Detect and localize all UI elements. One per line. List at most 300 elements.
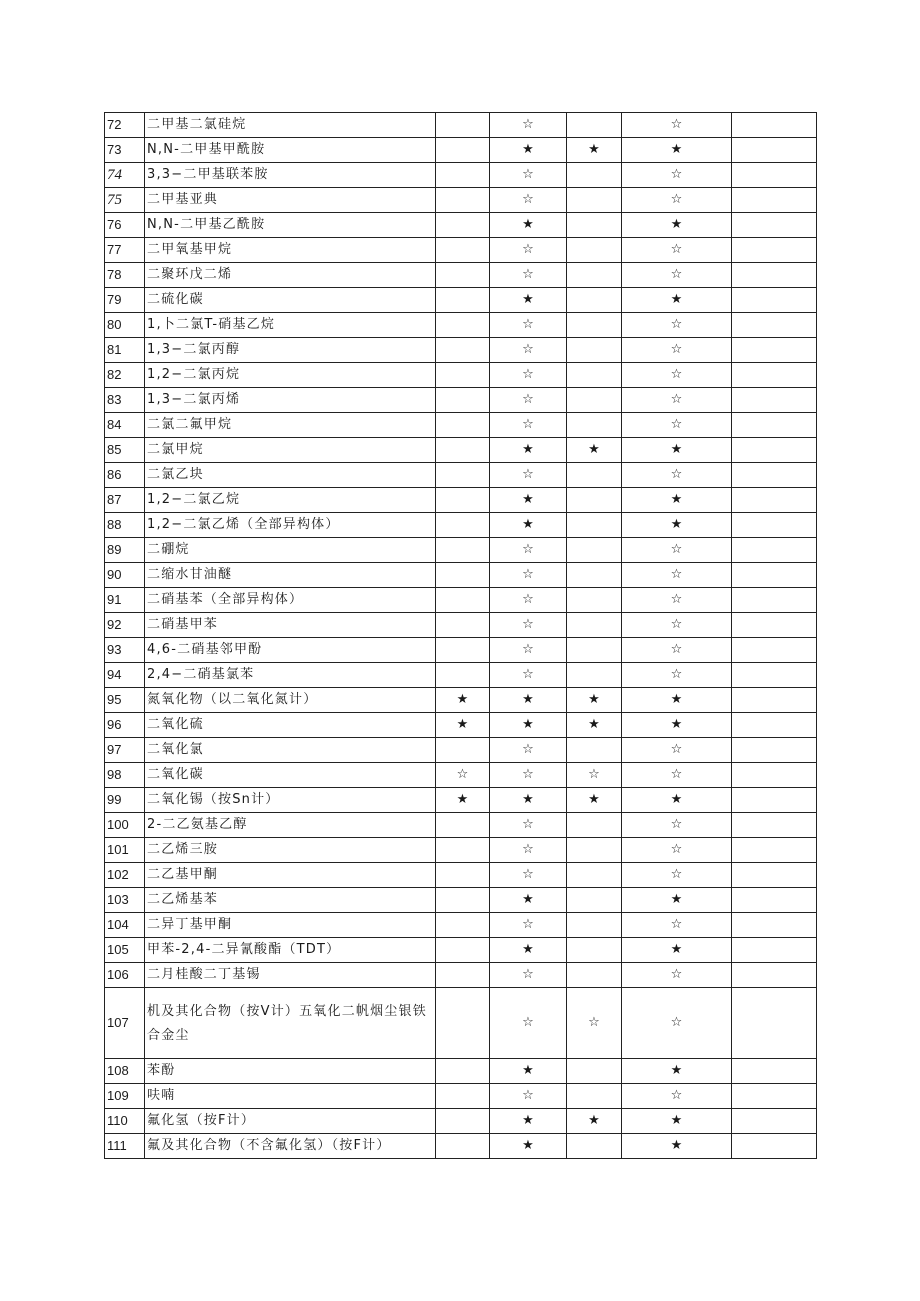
mark-cell-3 xyxy=(567,638,622,663)
mark-cell-4: ☆ xyxy=(622,763,732,788)
mark-cell-1: ★ xyxy=(436,688,490,713)
mark-cell-2: ☆ xyxy=(490,188,567,213)
row-number: 93 xyxy=(105,638,145,663)
substance-name: 二氧化锡（按Sn计） xyxy=(145,788,436,813)
mark-cell-2: ★ xyxy=(490,138,567,163)
row-number: 108 xyxy=(105,1059,145,1084)
mark-cell-2: ☆ xyxy=(490,913,567,938)
mark-cell-4: ☆ xyxy=(622,363,732,388)
mark-cell-4: ★ xyxy=(622,1059,732,1084)
mark-cell-4: ★ xyxy=(622,1134,732,1159)
mark-cell-5 xyxy=(732,438,817,463)
mark-cell-5 xyxy=(732,1059,817,1084)
mark-cell-1 xyxy=(436,738,490,763)
substance-name: 二甲基二氯硅烷 xyxy=(145,113,436,138)
mark-cell-4: ☆ xyxy=(622,313,732,338)
mark-cell-5 xyxy=(732,263,817,288)
table-row xyxy=(105,363,817,388)
substance-name: 二缩水甘油醚 xyxy=(145,563,436,588)
row-number: 100 xyxy=(105,813,145,838)
mark-cell-1: ★ xyxy=(436,713,490,738)
table-row xyxy=(105,638,817,663)
mark-cell-4: ★ xyxy=(622,488,732,513)
mark-cell-1 xyxy=(436,588,490,613)
mark-cell-1 xyxy=(436,263,490,288)
table-row xyxy=(105,1059,817,1084)
mark-cell-1 xyxy=(436,813,490,838)
table-row xyxy=(105,288,817,313)
row-number: 104 xyxy=(105,913,145,938)
mark-cell-3: ☆ xyxy=(567,988,622,1059)
table-row xyxy=(105,913,817,938)
mark-cell-2: ☆ xyxy=(490,813,567,838)
mark-cell-4: ★ xyxy=(622,788,732,813)
mark-cell-2: ★ xyxy=(490,1059,567,1084)
mark-cell-5 xyxy=(732,338,817,363)
row-number: 76 xyxy=(105,213,145,238)
mark-cell-1 xyxy=(436,163,490,188)
row-number: 97 xyxy=(105,738,145,763)
row-number: 84 xyxy=(105,413,145,438)
mark-cell-3: ☆ xyxy=(567,763,622,788)
mark-cell-1 xyxy=(436,413,490,438)
mark-cell-5 xyxy=(732,388,817,413)
row-number: 110 xyxy=(105,1109,145,1134)
mark-cell-2: ☆ xyxy=(490,838,567,863)
table-row xyxy=(105,563,817,588)
mark-cell-4: ★ xyxy=(622,138,732,163)
mark-cell-2: ★ xyxy=(490,488,567,513)
table-row xyxy=(105,788,817,813)
mark-cell-4: ☆ xyxy=(622,838,732,863)
row-number: 101 xyxy=(105,838,145,863)
mark-cell-1 xyxy=(436,213,490,238)
mark-cell-3: ★ xyxy=(567,1109,622,1134)
table-row xyxy=(105,963,817,988)
mark-cell-5 xyxy=(732,838,817,863)
mark-cell-5 xyxy=(732,488,817,513)
mark-cell-1 xyxy=(436,188,490,213)
substance-name: 二硼烷 xyxy=(145,538,436,563)
substance-name: 二硫化碳 xyxy=(145,288,436,313)
mark-cell-1 xyxy=(436,513,490,538)
substance-name: 甲苯-2,4-二异氰酸酯（TDT） xyxy=(145,938,436,963)
row-number: 103 xyxy=(105,888,145,913)
mark-cell-3 xyxy=(567,863,622,888)
table-row xyxy=(105,1109,817,1134)
mark-cell-4: ☆ xyxy=(622,413,732,438)
table-row xyxy=(105,938,817,963)
substance-name: 氟及其化合物（不含氟化氢）（按F计） xyxy=(145,1134,436,1159)
table-row xyxy=(105,1134,817,1159)
row-number: 83 xyxy=(105,388,145,413)
mark-cell-5 xyxy=(732,763,817,788)
row-number: 79 xyxy=(105,288,145,313)
substance-name: 二硝基苯（全部异构体） xyxy=(145,588,436,613)
row-number: 99 xyxy=(105,788,145,813)
substance-name: 1,3−二氯丙烯 xyxy=(145,388,436,413)
mark-cell-2: ☆ xyxy=(490,113,567,138)
mark-cell-4: ☆ xyxy=(622,963,732,988)
substance-name: 二氯乙块 xyxy=(145,463,436,488)
mark-cell-1 xyxy=(436,863,490,888)
mark-cell-4: ☆ xyxy=(622,863,732,888)
mark-cell-4: ☆ xyxy=(622,988,732,1059)
mark-cell-2: ☆ xyxy=(490,313,567,338)
table-row xyxy=(105,1084,817,1109)
substance-name: 氮氧化物（以二氧化氮计） xyxy=(145,688,436,713)
substance-name: 二甲氧基甲烷 xyxy=(145,238,436,263)
mark-cell-2: ☆ xyxy=(490,563,567,588)
row-number: 96 xyxy=(105,713,145,738)
mark-cell-3 xyxy=(567,463,622,488)
substance-name: 二氧化氯 xyxy=(145,738,436,763)
mark-cell-5 xyxy=(732,988,817,1059)
table-row xyxy=(105,688,817,713)
mark-cell-5 xyxy=(732,188,817,213)
mark-cell-1 xyxy=(436,538,490,563)
mark-cell-3 xyxy=(567,913,622,938)
mark-cell-2: ☆ xyxy=(490,238,567,263)
table-row xyxy=(105,838,817,863)
row-number: 92 xyxy=(105,613,145,638)
mark-cell-2: ★ xyxy=(490,213,567,238)
substance-name: 3,3−二甲基联苯胺 xyxy=(145,163,436,188)
table-row xyxy=(105,213,817,238)
mark-cell-3 xyxy=(567,388,622,413)
mark-cell-1 xyxy=(436,238,490,263)
table-row xyxy=(105,488,817,513)
mark-cell-5 xyxy=(732,688,817,713)
table-row xyxy=(105,263,817,288)
mark-cell-3: ★ xyxy=(567,138,622,163)
mark-cell-5 xyxy=(732,588,817,613)
mark-cell-1 xyxy=(436,138,490,163)
substance-name: 二硝基甲苯 xyxy=(145,613,436,638)
table-row xyxy=(105,338,817,363)
mark-cell-1 xyxy=(436,963,490,988)
mark-cell-1 xyxy=(436,888,490,913)
table-row xyxy=(105,313,817,338)
mark-cell-3 xyxy=(567,513,622,538)
row-number: 85 xyxy=(105,438,145,463)
mark-cell-2: ★ xyxy=(490,938,567,963)
chemical-table xyxy=(104,112,817,1159)
table-body xyxy=(105,113,817,1159)
mark-cell-3 xyxy=(567,213,622,238)
substance-name: 二乙烯三胺 xyxy=(145,838,436,863)
mark-cell-3 xyxy=(567,338,622,363)
mark-cell-3 xyxy=(567,363,622,388)
mark-cell-2: ☆ xyxy=(490,988,567,1059)
substance-name: 4,6-二硝基邻甲酚 xyxy=(145,638,436,663)
table-row xyxy=(105,188,817,213)
mark-cell-4: ★ xyxy=(622,288,732,313)
mark-cell-5 xyxy=(732,963,817,988)
mark-cell-3 xyxy=(567,413,622,438)
mark-cell-3 xyxy=(567,288,622,313)
mark-cell-3 xyxy=(567,313,622,338)
mark-cell-5 xyxy=(732,613,817,638)
mark-cell-4: ☆ xyxy=(622,463,732,488)
mark-cell-5 xyxy=(732,813,817,838)
row-number: 111 xyxy=(105,1134,145,1159)
mark-cell-5 xyxy=(732,738,817,763)
mark-cell-1 xyxy=(436,913,490,938)
mark-cell-4: ☆ xyxy=(622,563,732,588)
mark-cell-5 xyxy=(732,288,817,313)
mark-cell-3 xyxy=(567,938,622,963)
row-number: 95 xyxy=(105,688,145,713)
mark-cell-3: ★ xyxy=(567,713,622,738)
mark-cell-2: ☆ xyxy=(490,1084,567,1109)
mark-cell-2: ☆ xyxy=(490,413,567,438)
row-number: 75 xyxy=(105,188,145,213)
mark-cell-4: ☆ xyxy=(622,1084,732,1109)
mark-cell-3 xyxy=(567,488,622,513)
mark-cell-5 xyxy=(732,563,817,588)
table-row xyxy=(105,413,817,438)
row-number: 77 xyxy=(105,238,145,263)
mark-cell-4: ★ xyxy=(622,938,732,963)
mark-cell-2: ★ xyxy=(490,688,567,713)
mark-cell-2: ☆ xyxy=(490,363,567,388)
table-row xyxy=(105,438,817,463)
mark-cell-4: ☆ xyxy=(622,113,732,138)
mark-cell-2: ☆ xyxy=(490,388,567,413)
mark-cell-5 xyxy=(732,1134,817,1159)
table-row xyxy=(105,813,817,838)
row-number: 80 xyxy=(105,313,145,338)
mark-cell-4: ☆ xyxy=(622,588,732,613)
substance-name: N,N-二甲基乙酰胺 xyxy=(145,213,436,238)
substance-name: 二月桂酸二丁基锡 xyxy=(145,963,436,988)
row-number: 106 xyxy=(105,963,145,988)
substance-name: 二氯二氟甲烷 xyxy=(145,413,436,438)
substance-name: 1,2−二氯乙烷 xyxy=(145,488,436,513)
mark-cell-2: ☆ xyxy=(490,613,567,638)
mark-cell-3 xyxy=(567,1084,622,1109)
mark-cell-4: ★ xyxy=(622,438,732,463)
row-number: 72 xyxy=(105,113,145,138)
table-row xyxy=(105,763,817,788)
mark-cell-1 xyxy=(436,988,490,1059)
mark-cell-3: ★ xyxy=(567,438,622,463)
mark-cell-2: ★ xyxy=(490,788,567,813)
mark-cell-5 xyxy=(732,1084,817,1109)
mark-cell-3: ★ xyxy=(567,688,622,713)
mark-cell-2: ★ xyxy=(490,288,567,313)
mark-cell-1 xyxy=(436,488,490,513)
mark-cell-2: ★ xyxy=(490,1134,567,1159)
mark-cell-5 xyxy=(732,463,817,488)
mark-cell-1 xyxy=(436,338,490,363)
mark-cell-5 xyxy=(732,638,817,663)
table-row xyxy=(105,138,817,163)
row-number: 73 xyxy=(105,138,145,163)
row-number: 90 xyxy=(105,563,145,588)
table-row xyxy=(105,238,817,263)
mark-cell-2: ☆ xyxy=(490,538,567,563)
table-row xyxy=(105,863,817,888)
mark-cell-3 xyxy=(567,163,622,188)
substance-name: 1,卜二氯T-硝基乙烷 xyxy=(145,313,436,338)
mark-cell-3 xyxy=(567,1059,622,1084)
substance-name: 二甲基亚典 xyxy=(145,188,436,213)
table-row xyxy=(105,588,817,613)
table-row xyxy=(105,988,817,1059)
mark-cell-1 xyxy=(436,438,490,463)
mark-cell-5 xyxy=(732,888,817,913)
mark-cell-4: ☆ xyxy=(622,238,732,263)
substance-name: 1,2−二氯乙烯（全部异构体） xyxy=(145,513,436,538)
mark-cell-4: ★ xyxy=(622,713,732,738)
mark-cell-4: ★ xyxy=(622,688,732,713)
mark-cell-1 xyxy=(436,1134,490,1159)
row-number: 74 xyxy=(105,163,145,188)
mark-cell-1 xyxy=(436,388,490,413)
row-number: 89 xyxy=(105,538,145,563)
mark-cell-5 xyxy=(732,163,817,188)
table-row xyxy=(105,388,817,413)
mark-cell-5 xyxy=(732,913,817,938)
table-row xyxy=(105,463,817,488)
mark-cell-5 xyxy=(732,363,817,388)
mark-cell-1 xyxy=(436,613,490,638)
substance-name: 氟化氢（按F计） xyxy=(145,1109,436,1134)
mark-cell-2: ☆ xyxy=(490,588,567,613)
mark-cell-5 xyxy=(732,213,817,238)
mark-cell-4: ☆ xyxy=(622,388,732,413)
row-number: 81 xyxy=(105,338,145,363)
mark-cell-4: ★ xyxy=(622,513,732,538)
substance-name: 1,2−二氯丙烷 xyxy=(145,363,436,388)
mark-cell-5 xyxy=(732,788,817,813)
mark-cell-5 xyxy=(732,938,817,963)
mark-cell-4: ☆ xyxy=(622,538,732,563)
mark-cell-2: ☆ xyxy=(490,638,567,663)
mark-cell-4: ☆ xyxy=(622,613,732,638)
mark-cell-3 xyxy=(567,113,622,138)
substance-name: 2-二乙氨基乙醇 xyxy=(145,813,436,838)
substance-name: 机及其化合物（按V计）五氧化二帆烟尘银铁合金尘 xyxy=(145,988,436,1059)
substance-name: N,N-二甲基甲酰胺 xyxy=(145,138,436,163)
table-row xyxy=(105,713,817,738)
mark-cell-2: ☆ xyxy=(490,463,567,488)
mark-cell-2: ★ xyxy=(490,513,567,538)
mark-cell-1 xyxy=(436,838,490,863)
mark-cell-4: ☆ xyxy=(622,338,732,363)
table-row xyxy=(105,538,817,563)
mark-cell-4: ☆ xyxy=(622,188,732,213)
substance-name: 二异丁基甲酮 xyxy=(145,913,436,938)
mark-cell-3 xyxy=(567,888,622,913)
mark-cell-4: ☆ xyxy=(622,638,732,663)
row-number: 98 xyxy=(105,763,145,788)
mark-cell-3 xyxy=(567,238,622,263)
row-number: 94 xyxy=(105,663,145,688)
mark-cell-4: ☆ xyxy=(622,813,732,838)
mark-cell-1 xyxy=(436,313,490,338)
mark-cell-4: ☆ xyxy=(622,738,732,763)
row-number: 86 xyxy=(105,463,145,488)
mark-cell-1 xyxy=(436,363,490,388)
mark-cell-5 xyxy=(732,863,817,888)
mark-cell-1: ☆ xyxy=(436,763,490,788)
mark-cell-5 xyxy=(732,238,817,263)
row-number: 87 xyxy=(105,488,145,513)
mark-cell-3: ★ xyxy=(567,788,622,813)
mark-cell-5 xyxy=(732,313,817,338)
mark-cell-3 xyxy=(567,188,622,213)
mark-cell-4: ☆ xyxy=(622,913,732,938)
mark-cell-1: ★ xyxy=(436,788,490,813)
substance-name: 二乙基甲酮 xyxy=(145,863,436,888)
mark-cell-3 xyxy=(567,838,622,863)
substance-name: 1,3−二氯丙醇 xyxy=(145,338,436,363)
mark-cell-1 xyxy=(436,463,490,488)
mark-cell-5 xyxy=(732,538,817,563)
mark-cell-3 xyxy=(567,738,622,763)
mark-cell-2: ★ xyxy=(490,1109,567,1134)
mark-cell-5 xyxy=(732,138,817,163)
mark-cell-2: ☆ xyxy=(490,763,567,788)
table-row xyxy=(105,888,817,913)
row-number: 102 xyxy=(105,863,145,888)
substance-name: 二氧化碳 xyxy=(145,763,436,788)
substance-name: 2,4−二硝基氯苯 xyxy=(145,663,436,688)
table-row xyxy=(105,513,817,538)
mark-cell-1 xyxy=(436,563,490,588)
mark-cell-3 xyxy=(567,613,622,638)
mark-cell-2: ☆ xyxy=(490,663,567,688)
mark-cell-2: ★ xyxy=(490,888,567,913)
mark-cell-3 xyxy=(567,263,622,288)
mark-cell-1 xyxy=(436,1059,490,1084)
substance-name: 二氯甲烷 xyxy=(145,438,436,463)
table-row xyxy=(105,663,817,688)
mark-cell-4: ☆ xyxy=(622,663,732,688)
mark-cell-3 xyxy=(567,1134,622,1159)
mark-cell-1 xyxy=(436,638,490,663)
mark-cell-4: ★ xyxy=(622,1109,732,1134)
row-number: 78 xyxy=(105,263,145,288)
mark-cell-2: ★ xyxy=(490,713,567,738)
mark-cell-1 xyxy=(436,1109,490,1134)
row-number: 105 xyxy=(105,938,145,963)
mark-cell-1 xyxy=(436,288,490,313)
mark-cell-5 xyxy=(732,413,817,438)
mark-cell-2: ☆ xyxy=(490,963,567,988)
mark-cell-3 xyxy=(567,588,622,613)
row-number: 109 xyxy=(105,1084,145,1109)
mark-cell-5 xyxy=(732,663,817,688)
mark-cell-1 xyxy=(436,1084,490,1109)
mark-cell-2: ☆ xyxy=(490,863,567,888)
substance-name: 二乙烯基苯 xyxy=(145,888,436,913)
mark-cell-5 xyxy=(732,713,817,738)
substance-name: 呋喃 xyxy=(145,1084,436,1109)
table-row xyxy=(105,738,817,763)
row-number: 88 xyxy=(105,513,145,538)
substance-name: 二氧化硫 xyxy=(145,713,436,738)
mark-cell-5 xyxy=(732,513,817,538)
mark-cell-2: ☆ xyxy=(490,738,567,763)
mark-cell-4: ☆ xyxy=(622,163,732,188)
mark-cell-1 xyxy=(436,113,490,138)
mark-cell-4: ★ xyxy=(622,888,732,913)
mark-cell-5 xyxy=(732,113,817,138)
